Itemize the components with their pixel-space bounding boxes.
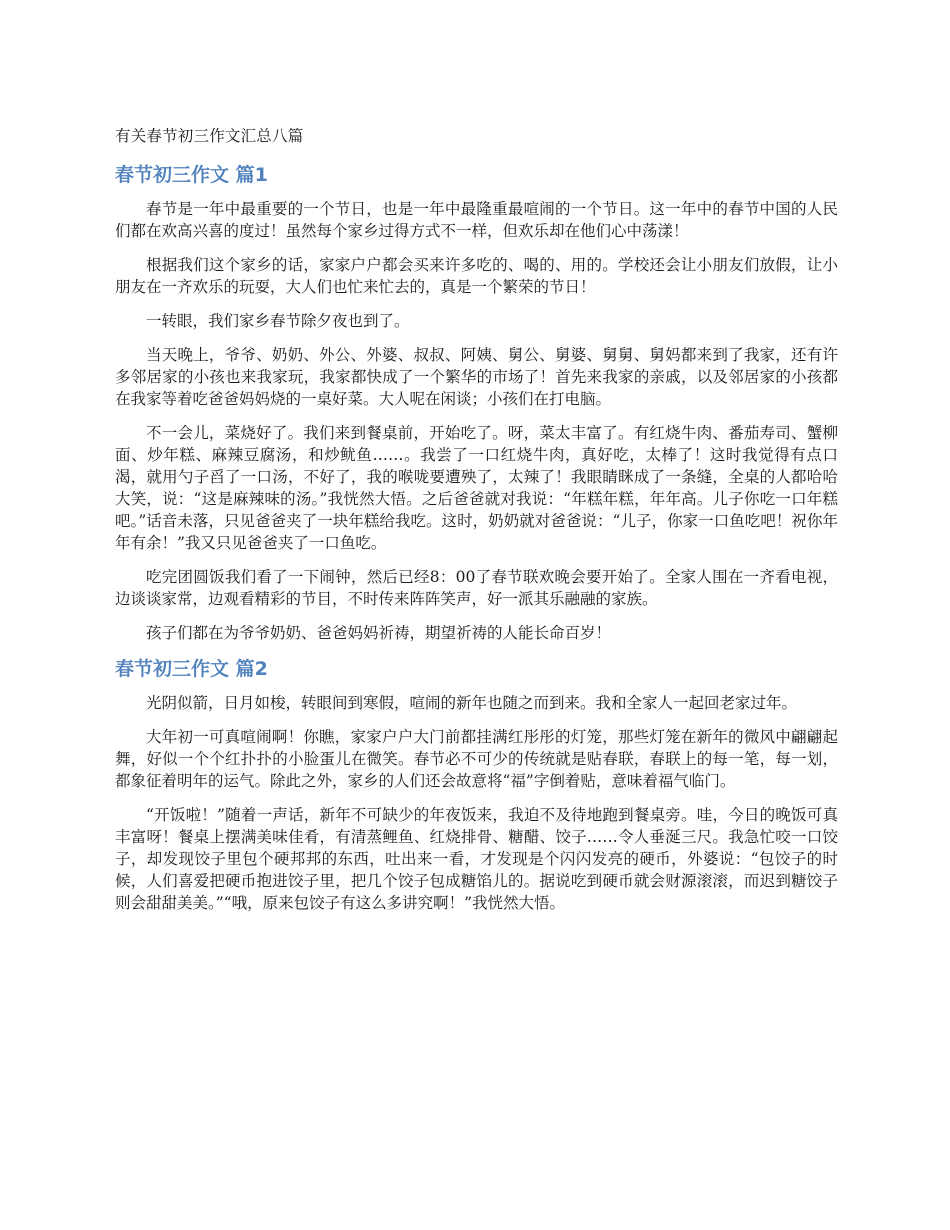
document-title: 有关春节初三作文汇总八篇	[115, 127, 304, 145]
essay-section-1	[115, 162, 838, 644]
paragraph: 一转眼，我们家乡春节除夕夜也到了。	[146, 312, 410, 330]
paragraph: 大年初一可真喧闹啊！你瞧，家家户户大门前都挂满红彤彤的灯笼，那些灯笼在新年的微风中翩翩起舞，好似一个个红扑扑的小脸蛋儿在微笑。春节必不可少的传统就是贴春联，春联上的每一笔，每一划，都象征着明年的运气。除此之外，家乡的人们还会故意将“福”字倒着贴，意味着福气临门。	[115, 728, 838, 790]
paragraph: “开饭啦！”随着一声话，新年不可缺少的年夜饭来，我迫不及待地跑到餐桌旁。哇，今日的晚饭可真丰富呀！餐桌上摆满美味佳肴，有清蒸鲤鱼、红烧排骨、糖醋、饺子……令人垂涎三尺。我急忙咬一口饺子，却发现饺子里包个硬邦邦的东西，吐出来一看，才发现是个闪闪发亮的硬币，外婆说：“包饺子的时候，人们喜爱把硬币抱进饺子里，把几个饺子包成糖馅儿的。据说吃到硬币就会财源滚滚，而迟到糖饺子则会甜甜美美。”“哦，原来包饺子有这么多讲究啊！”我恍然大悟。	[115, 806, 838, 912]
document-body	[115, 124, 838, 926]
paragraph: 春节是一年中最重要的一个节日，也是一年中最隆重最喧闹的一个节日。这一年中的春节中国的人民们都在欢高兴喜的度过！虽然每个家乡过得方式不一样，但欢乐却在他们心中荡漾！	[115, 200, 838, 240]
section-heading: 春节初三作文 篇2	[115, 658, 268, 680]
paragraph: 孩子们都在为爷爷奶奶、爸爸妈妈祈祷，期望祈祷的人能长命百岁！	[146, 624, 612, 642]
paragraph: 光阴似箭，日月如梭，转眼间到寒假，喧闹的新年也随之而到来。我和全家人一起回老家过年。	[146, 694, 798, 712]
paragraph: 不一会儿，菜烧好了。我们来到餐桌前，开始吃了。呀，菜太丰富了。有红烧牛肉、番茄寿司、蟹柳面、炒年糕、麻辣豆腐汤，和炒鱿鱼……。我尝了一口红烧牛肉，真好吃，太棒了！这时我觉得有点口渴，就用勺子舀了一口汤，不好了，我的喉咙要遭殃了，太辣了！我眼睛眯成了一条缝，全桌的人都哈哈大笑，说：“这是麻辣味的汤。”我恍然大悟。之后爸爸就对我说：“年糕年糕，年年高。儿子你吃一口年糕吧。”话音未落，只见爸爸夹了一块年糕给我吃。这时，奶奶就对爸爸说：“儿子，你家一口鱼吃吧！祝你年年有余！”我又只见爸爸夹了一口鱼吃。	[115, 424, 838, 552]
paragraph: 当天晚上，爷爷、奶奶、外公、外婆、叔叔、阿姨、舅公、舅婆、舅舅、舅妈都来到了我家，还有许多邻居家的小孩也来我家玩，我家都快成了一个繁华的市场了！首先来我家的亲戚，以及邻居家的小孩都在我家等着吃爸爸妈妈烧的一桌好菜。大人呢在闲谈；小孩们在打电脑。	[115, 346, 838, 408]
section-heading: 春节初三作文 篇1	[115, 164, 268, 186]
essay-section-2	[115, 656, 838, 914]
paragraph: 吃完团圆饭我们看了一下闹钟，然后已经8：00了春节联欢晚会要开始了。全家人围在一齐看电视，边谈谈家常，边观看精彩的节目，不时传来阵阵笑声，好一派其乐融融的家族。	[115, 568, 838, 608]
paragraph: 根据我们这个家乡的话，家家户户都会买来许多吃的、喝的、用的。学校还会让小朋友们放假，让小朋友在一齐欢乐的玩耍，大人们也忙来忙去的，真是一个繁荣的节日！	[115, 256, 838, 296]
